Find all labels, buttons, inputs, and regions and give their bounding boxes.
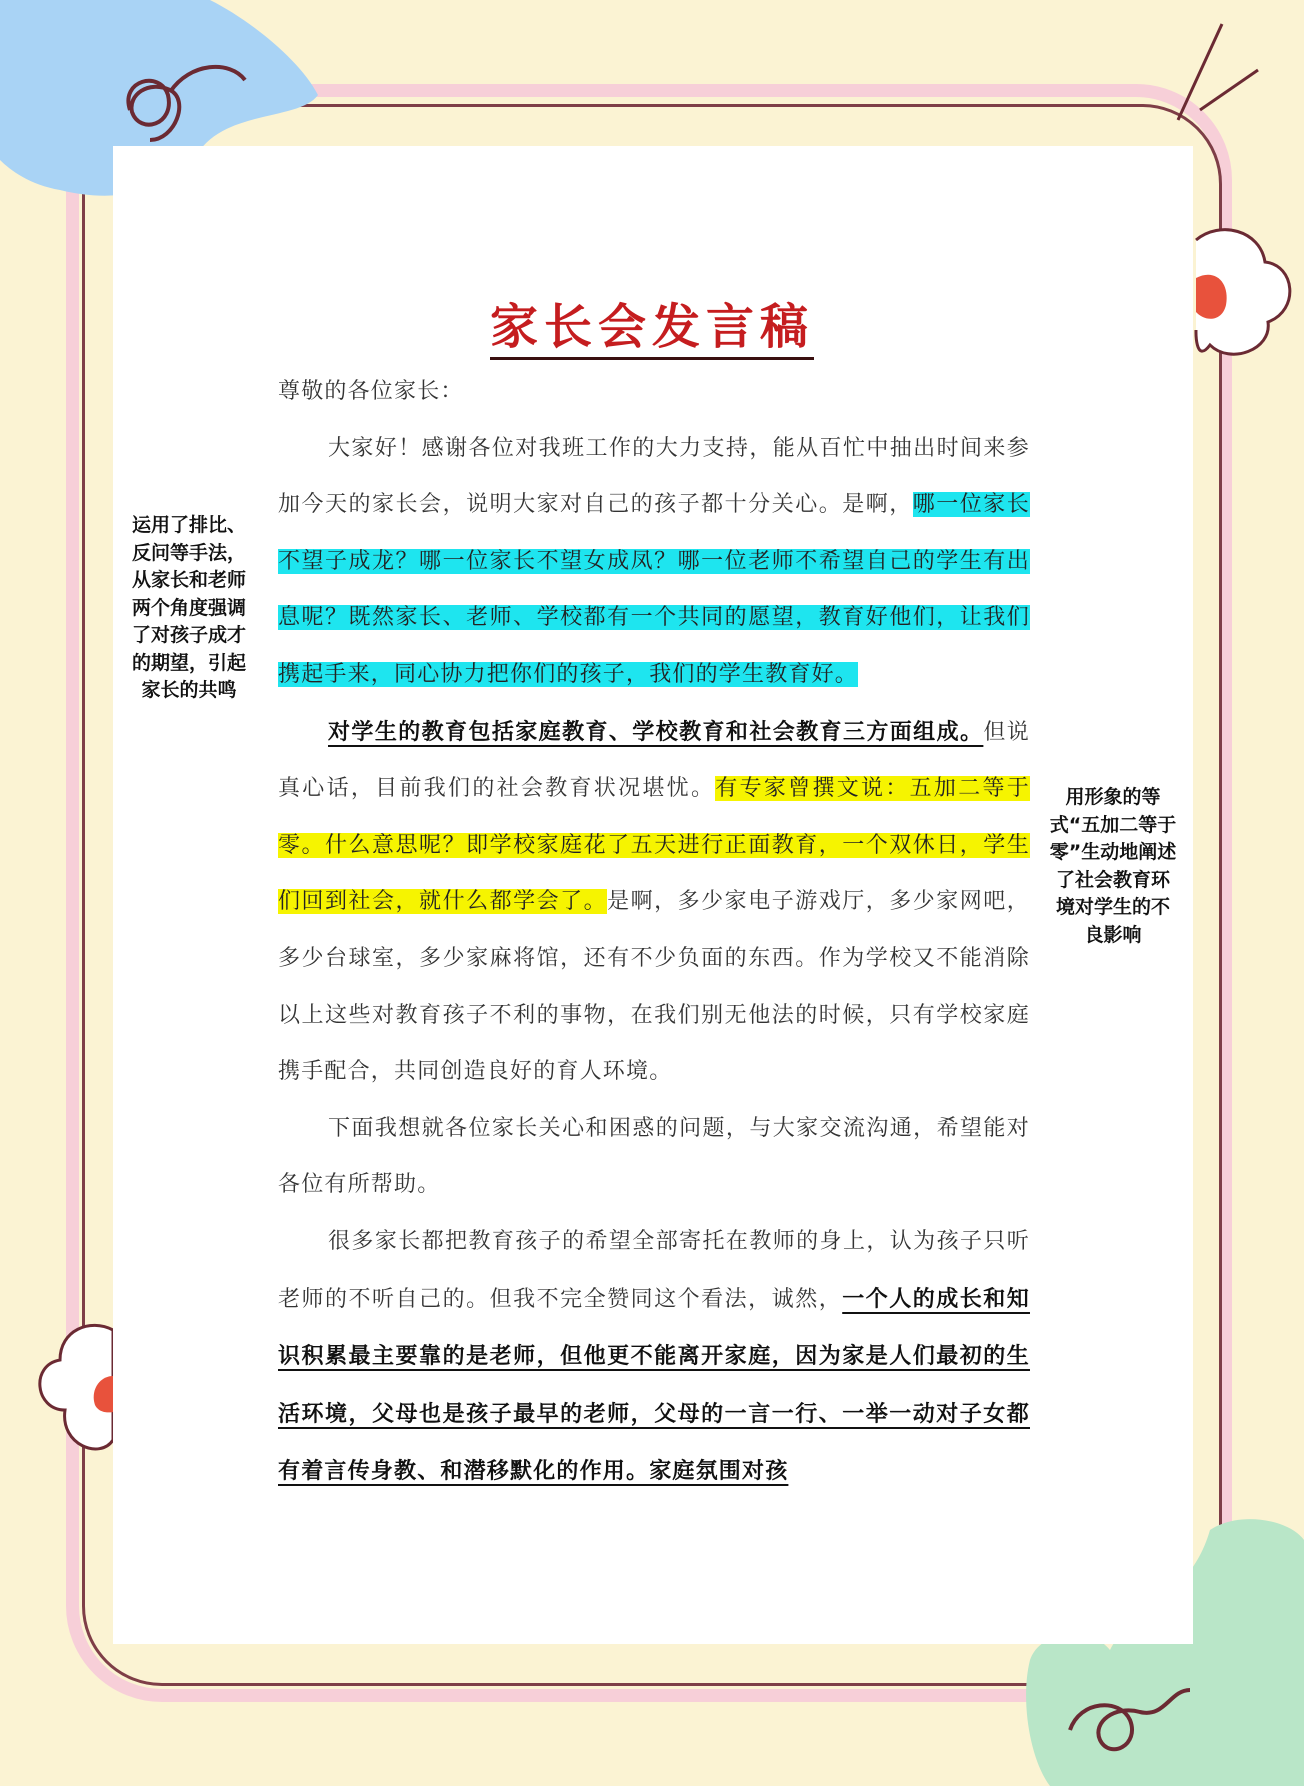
paragraph-1: 大家好！感谢各位对我班工作的大力支持，能从百忙中抽出时间来参加今天的家长会，说明大家对自己的孩子都十分关心。是啊，哪一位家长不望子成龙？哪一位家长不望女成凤？哪一位老师不希望自己的学生有出息呢？既然家长、老师、学校都有一个共同的愿望，教育好他们，让我们携起手来，同心协力把你们的孩子，我们的学生教育好。 <box>278 435 1030 687</box>
greeting: 尊敬的各位家长： <box>278 379 464 404</box>
paragraph-2: 对学生的教育包括家庭教育、学校教育和社会教育三方面组成。但说真心话，目前我们的社会教育状况堪忧。有专家曾撰文说：五加二等于零。什么意思呢？即学校家庭花了五天进行正面教育，一个双休日，学生们回到社会，就什么都学会了。是啊，多少家电子游戏厅，多少家网吧，多少台球室，多少家麻将馆，还有不少负面的东西。作为学校又不能消除以上这些对教育孩子不利的事物，在我们别无他法的时候，只有学校家庭携手配合，共同创造良好的育人环境。 <box>278 718 1030 1085</box>
flower-decoration-left <box>40 1325 113 1449</box>
paragraph-3: 下面我想就各位家长关心和困惑的问题，与大家交流沟通，希望能对各位有所帮助。 <box>278 1115 1030 1198</box>
annotation-left: 运用了排比、反问等手法，从家长和老师两个角度强调了对孩子成才的期望，引起家长的共鸣 <box>131 514 246 701</box>
underlined-key-sentence: 对学生的教育包括家庭教育、学校教育和社会教育三方面组成。 <box>328 718 984 745</box>
highlight-rhetorical-questions: 哪一位家长不望子成龙？哪一位家长不望女成凤？哪一位老师不希望自己的学生有出息呢？既然家长、老师、学校都有一个共同的愿望，教育好他们，让我们携起手来，同心协力把你们的孩子，我们的学生教育好。 <box>278 492 1030 687</box>
underlined-family-role: 一个人的成长和知识积累最主要靠的是老师，但他更不能离开家庭，因为家是人们最初的生活环境，父母也是孩子最早的老师，父母的一言一行、一举一动对子女都有着言传身教、和潜移默化的作用。家庭氛围对孩 <box>278 1285 1030 1485</box>
speech-body <box>278 364 1030 1501</box>
annotation-right: 用形象的等式“五加二等于零”生动地阐述了社会教育环境对学生的不良影响 <box>1049 786 1177 946</box>
highlight-five-plus-two: 有专家曾撰文说：五加二等于零。什么意思呢？即学校家庭花了五天进行正面教育，一个双休日，学生们回到社会，就什么都学会了。 <box>278 776 1030 915</box>
page-title: 家长会发言稿 <box>0 288 1304 357</box>
paragraph-4: 很多家长都把教育孩子的希望全部寄托在教师的身上，认为孩子只听老师的不听自己的。但我不完全赞同这个看法，诚然，一个人的成长和知识积累最主要靠的是老师，但他更不能离开家庭，因为家是人们最初的生活环境，父母也是孩子最早的老师，父母的一言一行、一举一动对子女都有着言传身教、和潜移默化的作用。家庭氛围对孩 <box>278 1228 1030 1485</box>
line-decoration <box>1178 24 1222 120</box>
